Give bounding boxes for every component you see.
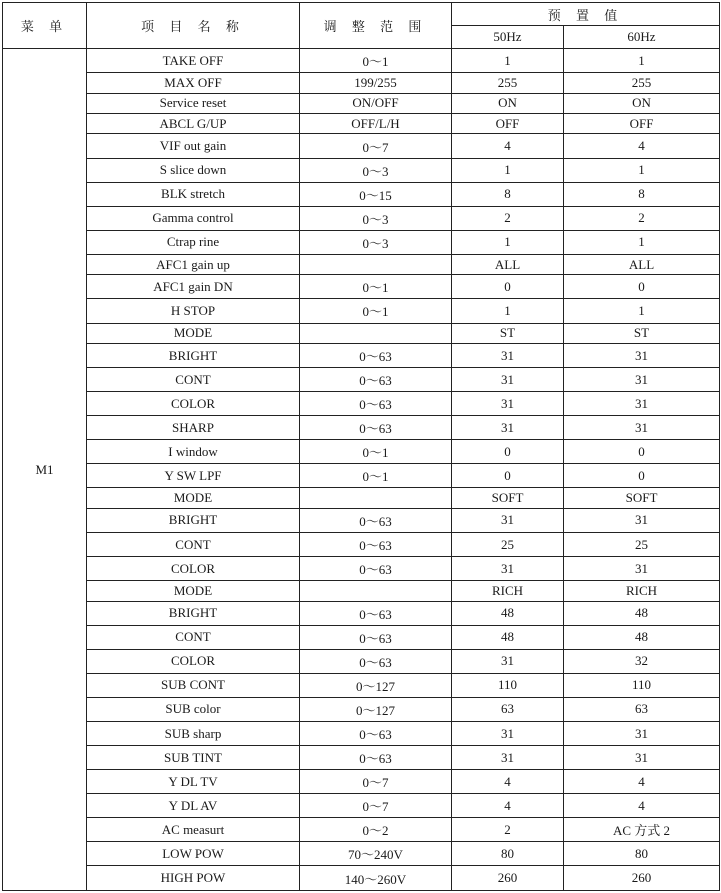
table-row [3,182,720,206]
item-name-cell: BRIGHT [87,601,300,625]
table-row [3,722,720,746]
preset-50hz-cell: 2 [452,818,564,842]
item-name-cell: BRIGHT [87,508,300,532]
adjust-range-cell: 0～1 [300,275,452,299]
table-row [3,649,720,673]
item-name-cell: BRIGHT [87,343,300,367]
preset-50hz-cell: 31 [452,649,564,673]
table-row [3,416,720,440]
table-row [3,818,720,842]
preset-60hz-cell: RICH [564,581,720,601]
table-row [3,368,720,392]
preset-60hz-cell: 31 [564,343,720,367]
preset-50hz-cell: 260 [452,866,564,891]
table-row [3,746,720,770]
preset-60hz-cell: 1 [564,49,720,73]
preset-50hz-cell: 0 [452,440,564,464]
table-row [3,73,720,93]
table-row [3,206,720,230]
table-row [3,158,720,182]
table-row [3,230,720,254]
adjust-range-cell: 70～240V [300,842,452,866]
adjust-range-cell: 0～3 [300,158,452,182]
adjust-range-cell [300,323,452,343]
adjust-range-cell [300,488,452,508]
preset-60hz-cell: 31 [564,368,720,392]
header-preset-value: 预 置 值 [452,3,720,26]
preset-50hz-cell: 110 [452,673,564,697]
adjust-range-cell: 0～1 [300,49,452,73]
preset-60hz-cell: ALL [564,254,720,274]
table-row [3,488,720,508]
preset-50hz-cell: 1 [452,299,564,323]
item-name-cell: SUB color [87,697,300,721]
preset-60hz-cell: 31 [564,392,720,416]
item-name-cell: MODE [87,323,300,343]
table-row [3,697,720,721]
adjust-range-cell [300,254,452,274]
adjust-range-cell: 0～1 [300,464,452,488]
item-name-cell: S slice down [87,158,300,182]
adjust-range-cell: 0～63 [300,625,452,649]
preset-50hz-cell: 8 [452,182,564,206]
preset-50hz-cell: 2 [452,206,564,230]
preset-50hz-cell: 31 [452,746,564,770]
adjust-range-cell: 0～63 [300,649,452,673]
adjust-range-cell: 0～3 [300,206,452,230]
table-row [3,508,720,532]
preset-60hz-cell: OFF [564,114,720,134]
item-name-cell: AC measurt [87,818,300,842]
adjust-range-cell: 0～63 [300,368,452,392]
header-50hz: 50Hz [452,26,564,49]
adjust-range-cell: 0～7 [300,770,452,794]
preset-50hz-cell: 1 [452,158,564,182]
preset-60hz-cell: 8 [564,182,720,206]
table-row [3,134,720,158]
adjust-range-cell: 0～63 [300,508,452,532]
table-row [3,275,720,299]
preset-60hz-cell: 31 [564,722,720,746]
table-row [3,464,720,488]
item-name-cell: LOW POW [87,842,300,866]
header-menu: 菜 单 [3,3,87,49]
item-name-cell: MAX OFF [87,73,300,93]
preset-50hz-cell: 31 [452,343,564,367]
adjust-range-cell: 140～260V [300,866,452,891]
adjust-range-cell: 0～127 [300,673,452,697]
preset-50hz-cell: 4 [452,794,564,818]
table-row [3,392,720,416]
adjust-range-cell: 0～2 [300,818,452,842]
preset-60hz-cell: 31 [564,416,720,440]
table-row [3,49,720,73]
item-name-cell: SHARP [87,416,300,440]
preset-60hz-cell: 80 [564,842,720,866]
adjust-range-cell: ON/OFF [300,93,452,113]
item-name-cell: SUB CONT [87,673,300,697]
item-name-cell: VIF out gain [87,134,300,158]
preset-50hz-cell: 1 [452,49,564,73]
item-name-cell: Ctrap rine [87,230,300,254]
adjust-range-cell: 0～7 [300,794,452,818]
table-row [3,343,720,367]
preset-60hz-cell: 48 [564,601,720,625]
item-name-cell: TAKE OFF [87,49,300,73]
item-name-cell: CONT [87,532,300,556]
table-row [3,440,720,464]
preset-50hz-cell: 4 [452,134,564,158]
preset-60hz-cell: 31 [564,746,720,770]
preset-50hz-cell: 31 [452,508,564,532]
adjust-range-cell: 0～63 [300,557,452,581]
item-name-cell: CONT [87,368,300,392]
preset-60hz-cell: 0 [564,440,720,464]
header-item-name: 项 目 名 称 [87,3,300,49]
adjust-range-cell: 0～1 [300,299,452,323]
adjust-range-cell: 0～63 [300,746,452,770]
item-name-cell: MODE [87,488,300,508]
preset-60hz-cell: 1 [564,230,720,254]
preset-60hz-cell: 255 [564,73,720,93]
settings-table [2,2,720,891]
item-name-cell: Gamma control [87,206,300,230]
preset-50hz-cell: ST [452,323,564,343]
adjust-range-cell: 0～63 [300,601,452,625]
item-name-cell: HIGH POW [87,866,300,891]
adjust-range-cell: 0～1 [300,440,452,464]
item-name-cell: MODE [87,581,300,601]
table-row [3,323,720,343]
adjust-range-cell: 0～63 [300,343,452,367]
preset-50hz-cell: ALL [452,254,564,274]
adjust-range-cell: OFF/L/H [300,114,452,134]
preset-50hz-cell: 63 [452,697,564,721]
adjust-range-cell: 0～3 [300,230,452,254]
preset-50hz-cell: 0 [452,464,564,488]
adjust-range-cell: 0～63 [300,416,452,440]
table-row [3,299,720,323]
preset-60hz-cell: 4 [564,134,720,158]
preset-50hz-cell: 31 [452,722,564,746]
adjust-range-cell: 0～63 [300,532,452,556]
item-name-cell: SUB sharp [87,722,300,746]
preset-50hz-cell: 0 [452,275,564,299]
table-row [3,557,720,581]
preset-50hz-cell: 25 [452,532,564,556]
preset-60hz-cell: 4 [564,770,720,794]
table-row [3,866,720,891]
preset-60hz-cell: 48 [564,625,720,649]
item-name-cell: Y DL TV [87,770,300,794]
table-row [3,532,720,556]
adjust-range-cell: 199/255 [300,73,452,93]
preset-60hz-cell: 2 [564,206,720,230]
preset-60hz-cell: 4 [564,794,720,818]
preset-60hz-cell: 63 [564,697,720,721]
table-row [3,770,720,794]
preset-60hz-cell: ST [564,323,720,343]
preset-50hz-cell: ON [452,93,564,113]
item-name-cell: COLOR [87,557,300,581]
table-row [3,625,720,649]
header-adjust-range: 调 整 范 围 [300,3,452,49]
item-name-cell: I window [87,440,300,464]
table-row [3,601,720,625]
adjust-range-cell: 0～127 [300,697,452,721]
adjust-range-cell: 0～15 [300,182,452,206]
preset-60hz-cell: 31 [564,508,720,532]
preset-50hz-cell: RICH [452,581,564,601]
table-row [3,114,720,134]
table-body [3,49,720,891]
preset-60hz-cell: 25 [564,532,720,556]
preset-50hz-cell: 255 [452,73,564,93]
preset-50hz-cell: 80 [452,842,564,866]
preset-60hz-cell: 260 [564,866,720,891]
preset-60hz-cell: 1 [564,299,720,323]
preset-50hz-cell: 31 [452,368,564,392]
preset-50hz-cell: OFF [452,114,564,134]
preset-50hz-cell: 31 [452,557,564,581]
adjust-range-cell [300,581,452,601]
item-name-cell: SUB TINT [87,746,300,770]
table-row [3,254,720,274]
header-60hz: 60Hz [564,26,720,49]
adjust-range-cell: 0～63 [300,722,452,746]
preset-50hz-cell: 1 [452,230,564,254]
item-name-cell: Service reset [87,93,300,113]
preset-60hz-cell: 0 [564,275,720,299]
table-row [3,93,720,113]
preset-60hz-cell: 32 [564,649,720,673]
preset-50hz-cell: 4 [452,770,564,794]
item-name-cell: AFC1 gain DN [87,275,300,299]
item-name-cell: ABCL G/UP [87,114,300,134]
preset-60hz-cell: 31 [564,557,720,581]
item-name-cell: COLOR [87,392,300,416]
preset-50hz-cell: 48 [452,625,564,649]
preset-50hz-cell: 31 [452,392,564,416]
preset-50hz-cell: SOFT [452,488,564,508]
table-row [3,842,720,866]
item-name-cell: CONT [87,625,300,649]
table-row [3,581,720,601]
item-name-cell: AFC1 gain up [87,254,300,274]
preset-50hz-cell: 48 [452,601,564,625]
item-name-cell: H STOP [87,299,300,323]
item-name-cell: Y SW LPF [87,464,300,488]
adjust-range-cell: 0～63 [300,392,452,416]
preset-50hz-cell: 31 [452,416,564,440]
preset-60hz-cell: ON [564,93,720,113]
preset-60hz-cell: 0 [564,464,720,488]
item-name-cell: Y DL AV [87,794,300,818]
item-name-cell: COLOR [87,649,300,673]
item-name-cell: BLK stretch [87,182,300,206]
table-row [3,794,720,818]
menu-cell: M1 [3,49,87,891]
preset-60hz-cell: SOFT [564,488,720,508]
preset-60hz-cell: AC 方式 2 [564,818,720,842]
preset-60hz-cell: 110 [564,673,720,697]
table-row [3,673,720,697]
adjust-range-cell: 0～7 [300,134,452,158]
preset-60hz-cell: 1 [564,158,720,182]
